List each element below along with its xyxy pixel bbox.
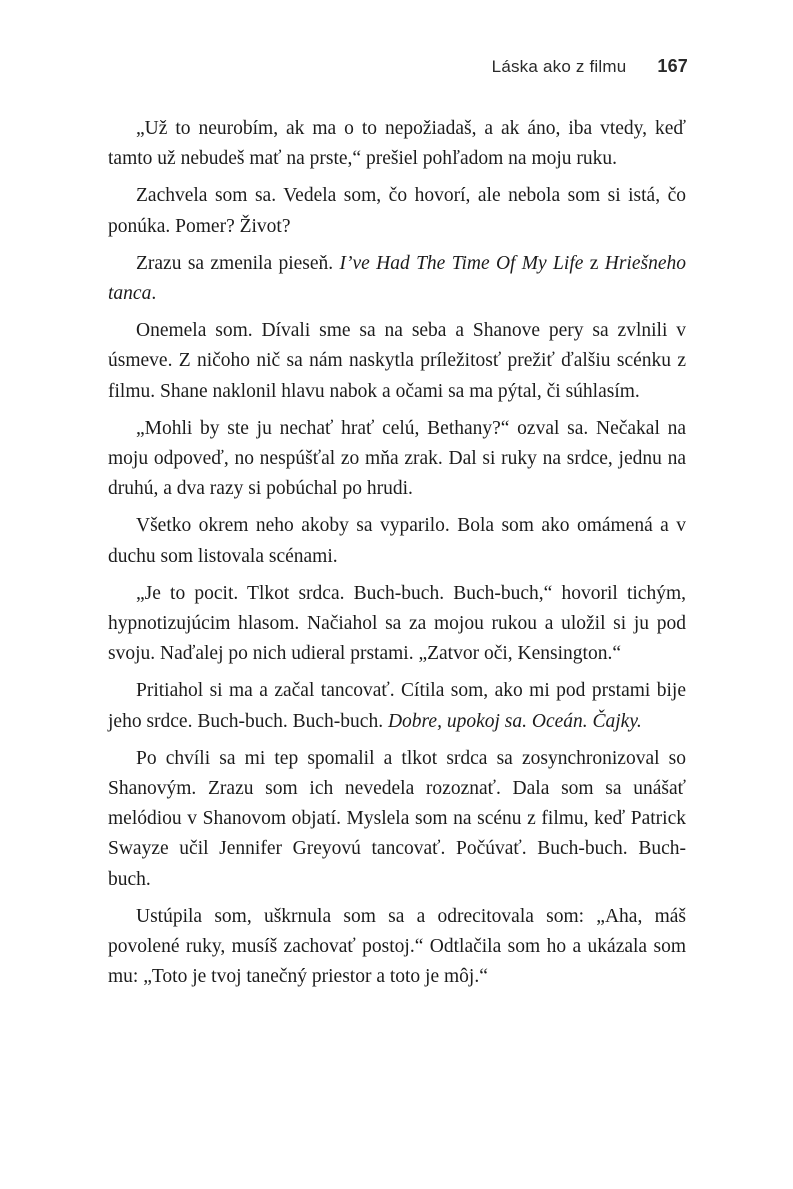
paragraph: [108, 114, 686, 174]
paragraph: [108, 902, 686, 993]
text-run: Všetko okrem neho akoby sa vyparilo. Bola som ako omámená a v duchu som listovala scénami.: [108, 515, 686, 567]
paragraph: [108, 511, 686, 571]
paragraph: [108, 744, 686, 895]
text-run: z: [583, 252, 605, 274]
text-run: .: [151, 283, 157, 305]
italic-text: I’ve Had The Time Of My Life: [339, 252, 584, 274]
text-run: Pritiahol si ma a začal tancovať. Cítila som, ako mi pod prstami bije jeho srdce. Buch-buch. Buch-buch.: [108, 680, 686, 732]
text-run: Zrazu sa zmenila pieseň.: [136, 252, 340, 274]
text-run: Ustúpila som, uškrnula som sa a odrecitovala som: „Aha, máš povolené ruky, musíš zachovať postoj.“ Odtlačila som ho a ukázala som mu: „Toto je tvoj tanečný priestor a toto je môj.“: [108, 905, 686, 988]
text-run: Zachvela som sa. Vedela som, čo hovorí, ale nebola som si istá, čo ponúka. Pomer? Život?: [108, 185, 686, 237]
text-run: „Už to neurobím, ak ma o to nepožiadaš, a ak áno, iba vtedy, keď tamto už nebudeš mať na prste,“ prešiel pohľadom na moju ruku.: [108, 118, 686, 170]
text-body: [108, 114, 686, 999]
italic-text: Hriešneho tanca: [108, 252, 686, 305]
text-run: Onemela som. Dívali sme sa na seba a Shanove pery sa zvlnili v úsmeve. Z ničoho nič sa nám naskytla príležitosť prežiť ďalšiu scénku z filmu. Shane naklonil hlavu nabok a očami sa ma pýtal, či súhlasím.: [108, 320, 686, 402]
text-run: „Je to pocit. Tlkot srdca. Buch-buch. Buch-buch,“ hovoril tichým, hypnotizujúcim hlasom. Načiahol sa za mojou rukou a uložil si ju pod svoju. Naďalej po nich udieral prstami. „Zatvor oči, Kensington.“: [108, 582, 686, 665]
text-run: Po chvíli sa mi tep spomalil a tlkot srdca sa zosynchronizoval so Shanovým. Zrazu som ich nevedela rozoznať. Dala som sa unášať melódiou v Shanovom objatí. Myslela som na scénu z filmu, keď Patrick Swayze učil Jennifer Greyovú tancovať. Počúvať. Buch-buch. Buch-buch.: [108, 747, 686, 890]
italic-text: Dobre, upokoj sa. Oceán. Čajky.: [387, 710, 642, 732]
running-header: [108, 56, 688, 77]
paragraph: [108, 249, 686, 309]
paragraph: [108, 579, 686, 670]
text-run: „Mohli by ste ju nechať hrať celú, Bethany?“ ozval sa. Nečakal na moju odpoveď, no nespúšťal zo mňa zrak. Dal si ruky na srdce, jednu na druhú, a dva razy si pobúchal po hrudi.: [108, 417, 686, 500]
page-number: 167: [657, 56, 688, 76]
paragraph: [108, 316, 686, 407]
paragraph: [108, 676, 686, 736]
paragraph: [108, 414, 686, 505]
paragraph: [108, 181, 686, 241]
chapter-title: Láska ako z filmu: [491, 57, 627, 76]
